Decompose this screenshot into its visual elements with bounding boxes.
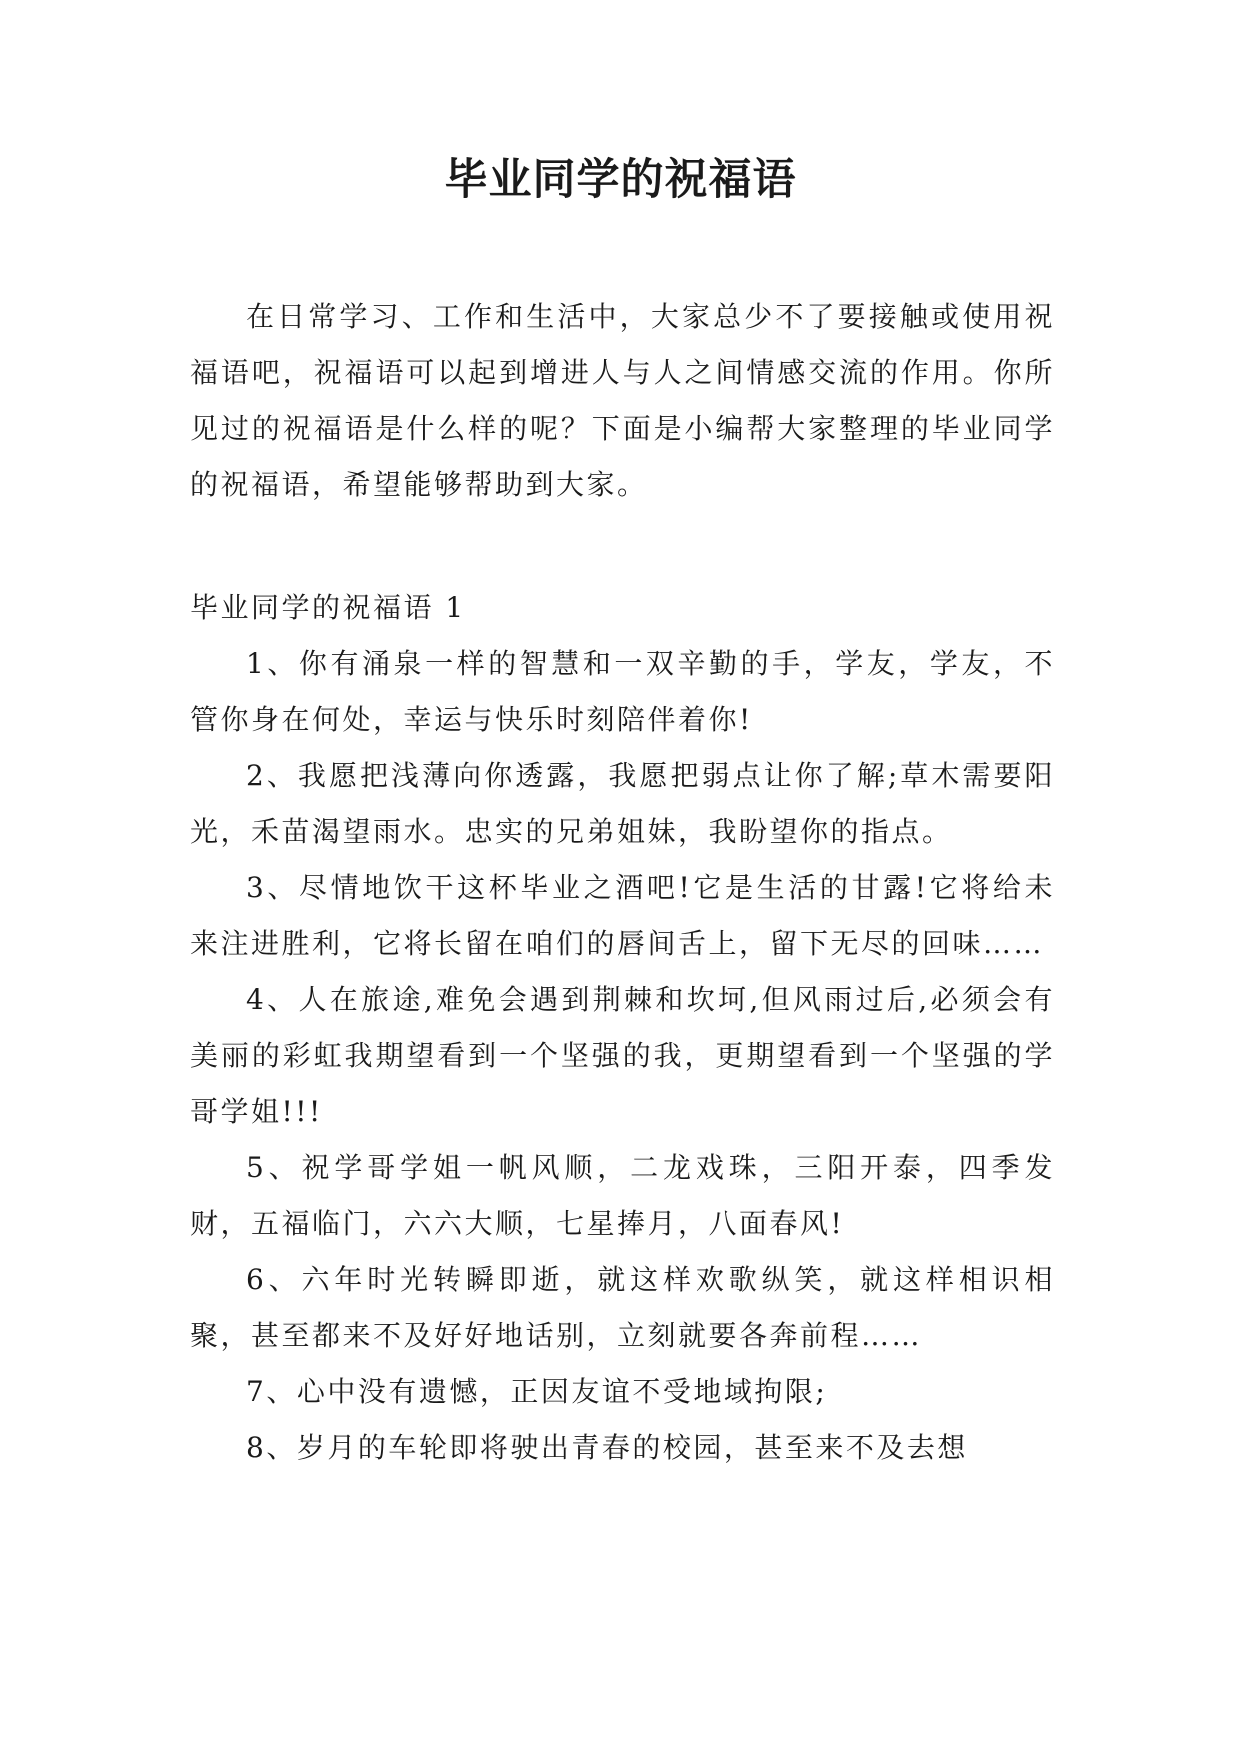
document-title: 毕业同学的祝福语	[444, 155, 797, 205]
intro-paragraph: 在日常学习、工作和生活中，大家总少不了要接触或使用祝福语吧，祝福语可以起到增进人与人之间情感交流的作用。你所见过的祝福语是什么样的呢？下面是小编帮大家整理的毕业同学的祝福语，希望能够帮助到大家。	[190, 300, 1055, 501]
section-heading: 毕业同学的祝福语 1	[190, 591, 466, 624]
blessing-item-5: 5、祝学哥学姐一帆风顺，二龙戏珠，三阳开泰，四季发财，五福临门，六六大顺，七星捧月，八面春风!	[190, 1151, 1055, 1240]
blessing-item-7: 7、心中没有遗憾，正因友谊不受地域拘限;	[246, 1375, 828, 1408]
blessing-item-1: 1、你有涌泉一样的智慧和一双辛勤的手，学友，学友，不管你身在何处，幸运与快乐时刻陪伴着你!	[190, 647, 1055, 736]
intro-section	[190, 289, 1055, 513]
blessing-item-6: 6、六年时光转瞬即逝，就这样欢歌纵笑，就这样相识相聚，甚至都来不及好好地话别，立刻就要各奔前程……	[190, 1263, 1055, 1352]
blessing-item-2: 2、我愿把浅薄向你透露，我愿把弱点让你了解;草木需要阳光，禾苗渴望雨水。忠实的兄弟姐妹，我盼望你的指点。	[190, 759, 1055, 848]
blessings-section	[190, 580, 1055, 1476]
blessing-item-3: 3、尽情地饮干这杯毕业之酒吧!它是生活的甘露!它将给未来注进胜利，它将长留在咱们的唇间舌上，留下无尽的回味……	[190, 871, 1055, 960]
blessing-item-4: 4、人在旅途,难免会遇到荆棘和坎坷,但风雨过后,必须会有美丽的彩虹我期望看到一个坚强的我，更期望看到一个坚强的学哥学姐!!!	[190, 983, 1055, 1128]
blessing-item-8: 8、岁月的车轮即将驶出青春的校园，甚至来不及去想	[246, 1431, 968, 1464]
